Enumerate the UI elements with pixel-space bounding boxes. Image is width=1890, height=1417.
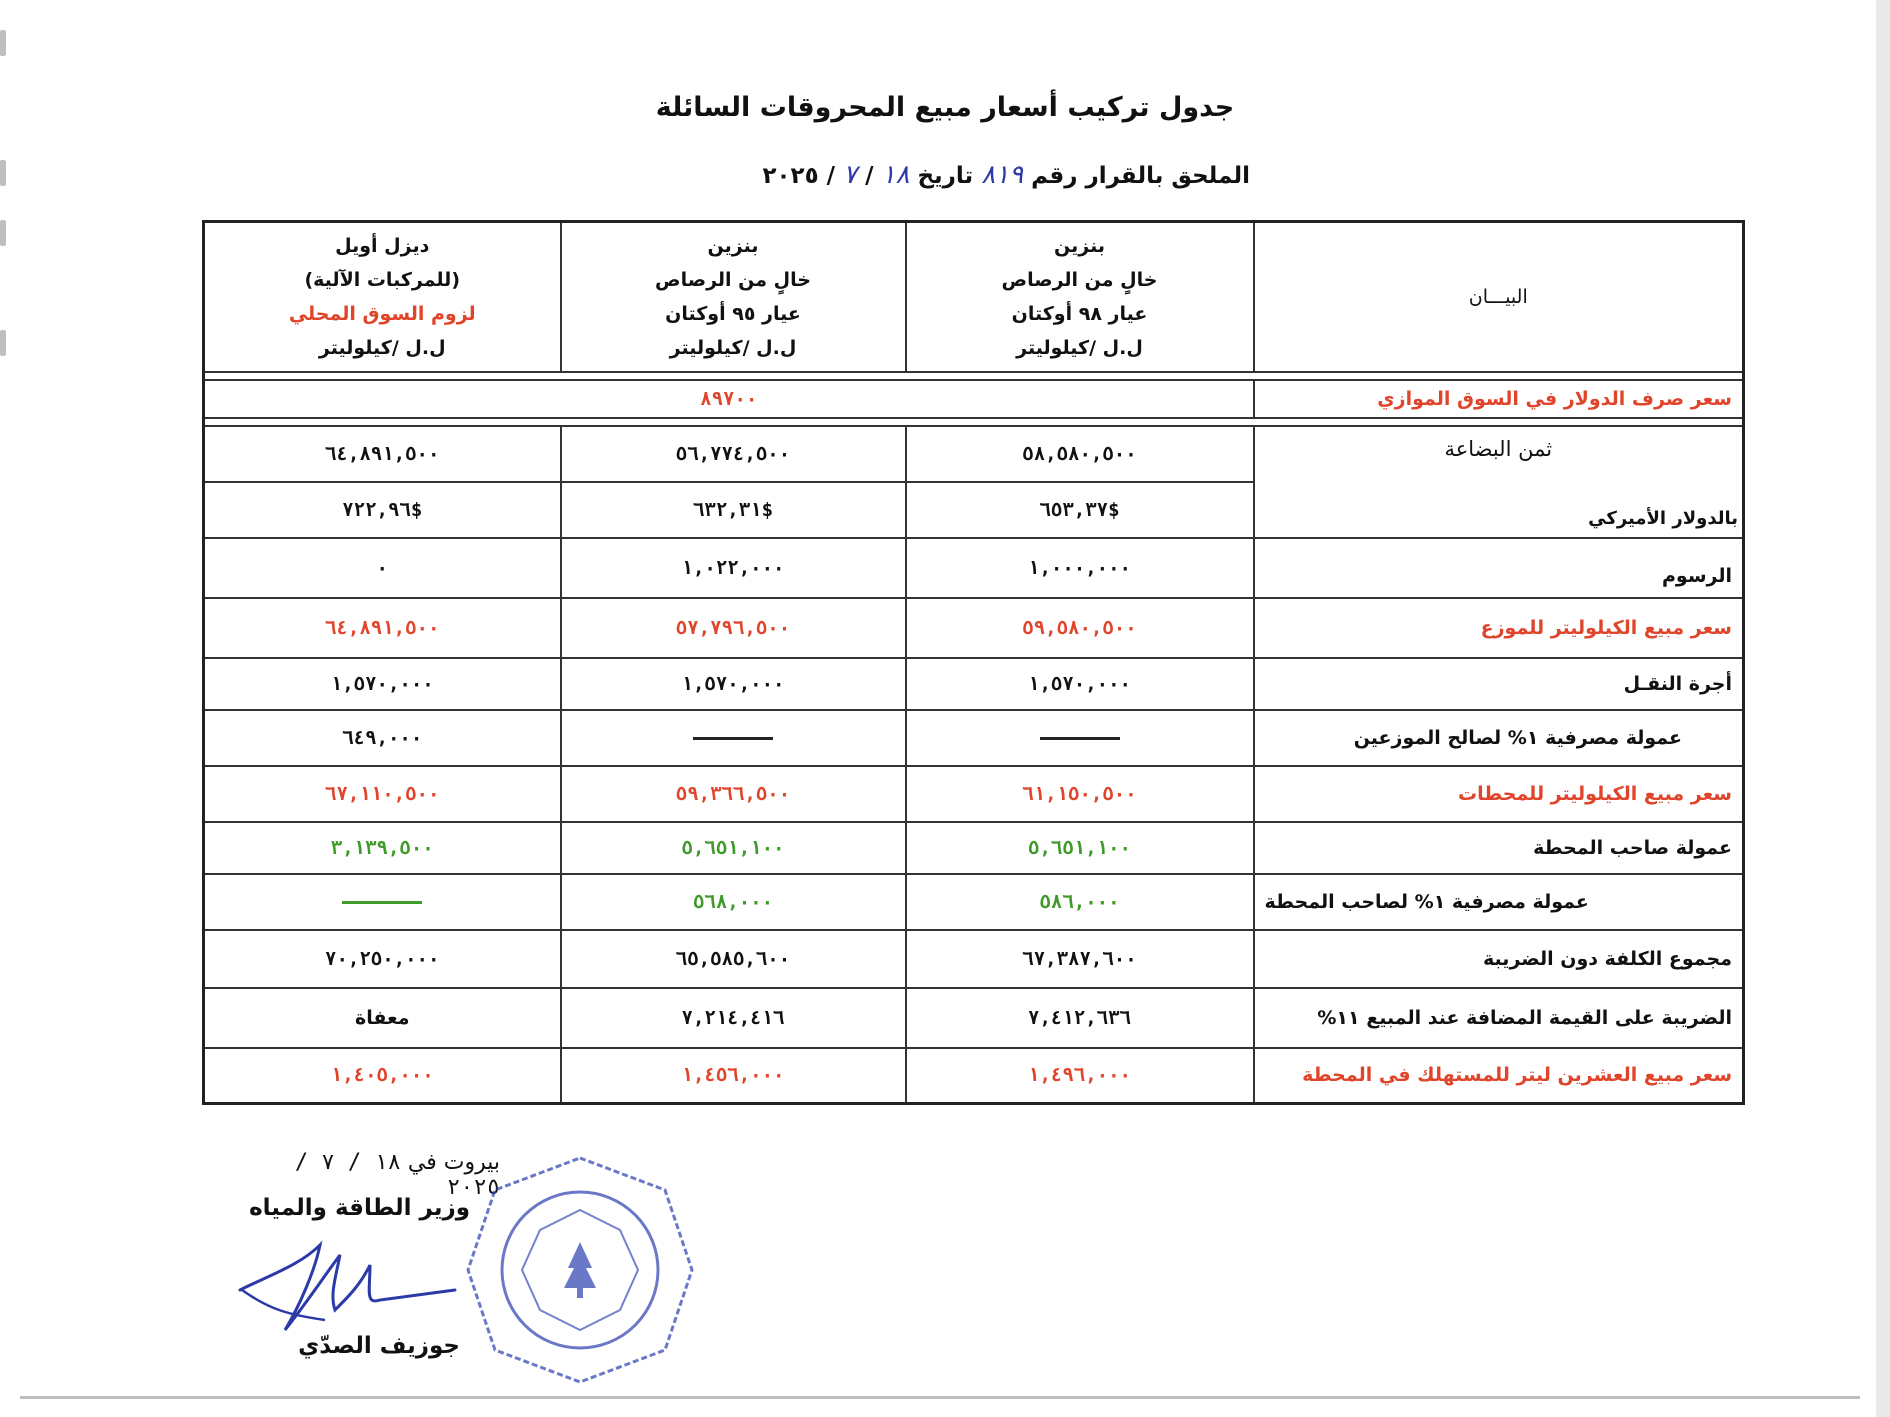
subtitle-prefix: الملحق بالقرار رقم: [1031, 163, 1250, 189]
page-edge-right: [1876, 0, 1890, 1417]
goods-price-label: ثمن البضاعة: [1444, 436, 1553, 461]
row-label: الرسوم: [1254, 538, 1744, 598]
cell-value: ٦٤٩,٠٠٠: [204, 710, 561, 766]
cell-value: ٧٠,٢٥٠,٠٠٠: [204, 930, 561, 988]
cell-value: ٦٧,٣٨٧,٦٠٠: [906, 930, 1254, 988]
table-row: [204, 766, 1744, 822]
margin-mark: [0, 30, 6, 56]
cell-value: ١,٥٧٠,٠٠٠: [204, 658, 561, 710]
row-label: الضريبة على القيمة المضافة عند المبيع ١١%: [1254, 988, 1744, 1048]
decision-number: ٨١٩: [981, 160, 1024, 190]
cell-value: ٦٤,٨٩١,٥٠٠: [204, 426, 561, 482]
ministry-seal-icon: [460, 1150, 700, 1390]
minister-title: وزير الطاقة والمياه: [249, 1195, 470, 1221]
cell-value: ٦٥,٥٨٥,٦٠٠: [561, 930, 906, 988]
table-row: [204, 426, 1744, 482]
cell-value: ٧,٢١٤,٤١٦: [561, 988, 906, 1048]
table-row: [204, 874, 1744, 930]
spacer-row: [204, 418, 1744, 426]
cell-value: ٥,٦٥١,١٠٠: [561, 822, 906, 874]
header-line: عيار ٩٨ أوكتان: [1011, 302, 1148, 325]
cell-value: ١,٤٥٦,٠٠٠: [561, 1048, 906, 1104]
date-year: ٢٠٢٥: [762, 163, 819, 189]
row-label: مجموع الكلفة دون الضريبة: [1254, 930, 1744, 988]
header-line: ل.ل /كيلوليتر: [669, 336, 797, 359]
row-label: عمولة مصرفية ١% لصالح الموزعين: [1254, 710, 1744, 766]
cell-value: ٥٨٦,٠٠٠: [906, 874, 1254, 930]
dash-mark: [342, 901, 422, 904]
usd-label: بالدولار الأميركي: [1588, 507, 1738, 529]
row-label: سعر مبيع الكيلوليتر للمحطات: [1254, 766, 1744, 822]
date-month: ٧: [843, 160, 858, 190]
cell-value: ٥٩,٥٨٠,٥٠٠: [906, 598, 1254, 658]
header-line: عيار ٩٥ أوكتان: [665, 302, 801, 325]
exchange-rate-row: [204, 380, 1744, 418]
cell-value: ١,٤٩٦,٠٠٠: [906, 1048, 1254, 1104]
header-line: بنزين: [1054, 234, 1105, 257]
cell-empty: [204, 874, 561, 930]
cell-value: $٧٢٢,٩٦: [204, 482, 561, 538]
cell-value: ١,٠٠٠,٠٠٠: [906, 538, 1254, 598]
table-row: [204, 822, 1744, 874]
document-title: جدول تركيب أسعار مبيع المحروقات السائلة: [655, 92, 1235, 123]
header-gasoline-95: [561, 222, 906, 372]
header-line: بنزين: [707, 234, 759, 257]
header-gasoline-98: [906, 222, 1254, 372]
cell-value: ٥٧,٧٩٦,٥٠٠: [561, 598, 906, 658]
cell-value: ١,٤٠٥,٠٠٠: [204, 1048, 561, 1104]
cell-value: معفاة: [204, 988, 561, 1048]
cell-value: ٥٩,٣٦٦,٥٠٠: [561, 766, 906, 822]
footer-date: ١٨ / ٧ / ٢٠٢٥: [294, 1150, 500, 1200]
cell-value: ١,٠٢٢,٠٠٠: [561, 538, 906, 598]
dash-mark: [693, 737, 773, 740]
table-row: [204, 538, 1744, 598]
row-label: أجرة النقـل: [1254, 658, 1744, 710]
date-label: تاريخ: [917, 163, 974, 189]
date-day: ١٨: [881, 160, 910, 190]
page-edge-bottom: [20, 1396, 1860, 1399]
table-row: [204, 710, 1744, 766]
margin-mark: [0, 330, 6, 356]
cell-value: $٦٥٣,٣٧: [906, 482, 1254, 538]
spacer-row: [204, 372, 1744, 380]
table-row: [204, 930, 1744, 988]
cell-value: ٦٧,١١٠,٥٠٠: [204, 766, 561, 822]
minister-name: جوزيف الصدّي: [298, 1333, 460, 1359]
table-row: [204, 598, 1744, 658]
cell-value: ٥٨,٥٨٠,٥٠٠: [906, 426, 1254, 482]
header-line: ل.ل /كيلوليتر: [318, 336, 446, 359]
document-subtitle: الملحق بالقرار رقم ٨١٩ تاريخ ١٨ / ٧ / ٢٠٢٥: [762, 160, 1250, 190]
header-line: ل.ل /كيلوليتر: [1016, 336, 1143, 359]
exchange-rate-value: ٨٩٧٠٠: [204, 380, 1254, 418]
header-line: ديزل أويل: [335, 234, 430, 257]
cell-value: ٦٤,٨٩١,٥٠٠: [204, 598, 561, 658]
cell-value: ٠: [204, 538, 561, 598]
cell-value: ٥,٦٥١,١٠٠: [906, 822, 1254, 874]
header-line: خالٍ من الرصاص: [655, 268, 811, 291]
header-line: (للمركبات الآلية): [304, 268, 461, 291]
cell-value: ٣,١٣٩,٥٠٠: [204, 822, 561, 874]
cell-value: ١,٥٧٠,٠٠٠: [561, 658, 906, 710]
header-diesel: [204, 222, 561, 372]
signature-image: [230, 1235, 460, 1335]
row-label-goods-price: [1254, 426, 1744, 538]
fuel-price-table: [202, 220, 1745, 1105]
row-label: عمولة مصرفية ١% لصاحب المحطة: [1254, 874, 1744, 930]
cell-empty: [561, 710, 906, 766]
table-header-row: [204, 222, 1744, 372]
margin-mark: [0, 160, 6, 186]
table-row: [204, 658, 1744, 710]
cell-value: ٥٦,٧٧٤,٥٠٠: [561, 426, 906, 482]
header-label: البيـــان: [1254, 222, 1744, 372]
margin-mark: [0, 220, 6, 246]
dash-mark: [1040, 737, 1120, 740]
row-label: سعر مبيع الكيلوليتر للموزع: [1254, 598, 1744, 658]
table-row: [204, 988, 1744, 1048]
cell-empty: [906, 710, 1254, 766]
header-line: خالٍ من الرصاص: [1001, 268, 1158, 291]
cell-value: ٦١,١٥٠,٥٠٠: [906, 766, 1254, 822]
table-row: [204, 1048, 1744, 1104]
exchange-rate-label: سعر صرف الدولار في السوق الموازي: [1254, 380, 1744, 418]
cell-value: ٥٦٨,٠٠٠: [561, 874, 906, 930]
cell-value: ١,٥٧٠,٠٠٠: [906, 658, 1254, 710]
header-line: لزوم السوق المحلي: [288, 302, 476, 325]
row-label: سعر مبيع العشرين ليتر للمستهلك في المحطة: [1254, 1048, 1744, 1104]
row-label: عمولة صاحب المحطة: [1254, 822, 1744, 874]
cell-value: $٦٣٢,٣١: [561, 482, 906, 538]
cell-value: ٧,٤١٢,٦٣٦: [906, 988, 1254, 1048]
footer-place: بيروت في: [407, 1150, 500, 1175]
